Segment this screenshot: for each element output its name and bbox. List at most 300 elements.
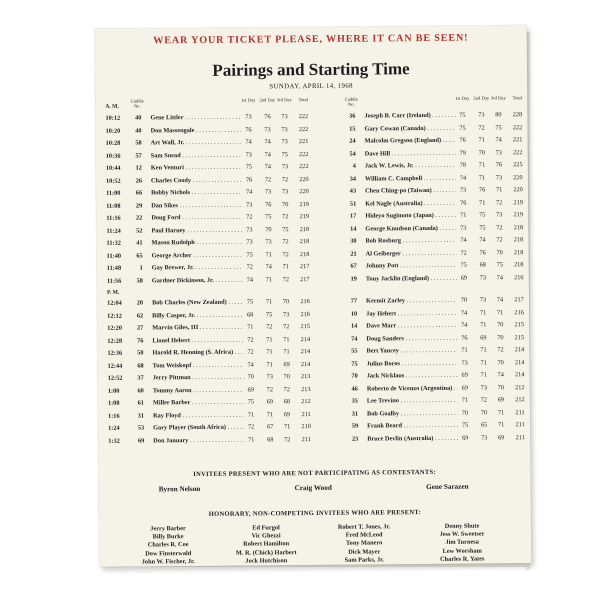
tee-time: 11:40 — [106, 252, 122, 260]
caddie-number: 22 — [135, 214, 143, 222]
total-score: 219 — [299, 200, 309, 208]
day3-score: 69 — [497, 396, 505, 404]
day1-score: 73 — [242, 238, 256, 245]
player-name: Gay Brewer, Jr. . . . — [152, 264, 250, 272]
player-name: Harold R. Henning (S. Africa) . . . — [152, 349, 250, 357]
day2-score: 70 — [265, 225, 272, 233]
day3-score: 70 — [497, 321, 504, 329]
total-score: 222 — [298, 125, 309, 133]
caddie-number: 77 — [350, 297, 358, 305]
total-score: 216 — [300, 310, 310, 318]
total-score: 212 — [301, 398, 311, 406]
day3-score: 76 — [495, 161, 503, 169]
tee-time: 11:32 — [106, 239, 121, 247]
tee-time: 1:32 — [108, 437, 120, 445]
day3-score: 71 — [497, 421, 505, 429]
pairing-row — [108, 433, 315, 447]
day3-score: 72 — [496, 223, 503, 231]
day1-score: 72 — [457, 249, 471, 256]
left-am-list — [105, 111, 314, 288]
player-name: Doug Sanders . . . — [366, 334, 464, 342]
player-name: Ray Floyd . . . — [153, 411, 251, 419]
player-name: Ken Venturi . . . — [151, 164, 249, 172]
player-name: Don Massengale . . . — [151, 126, 249, 134]
day2-score: 73 — [481, 433, 488, 442]
tee-time: 10:44 — [105, 164, 121, 172]
caddie-number: 15 — [349, 125, 356, 133]
caddie-number: 40 — [135, 114, 142, 122]
day2-score: 72 — [266, 323, 273, 331]
player-name: Gary Cowan (Canada) . . . — [365, 124, 463, 132]
honorary-name: Denny Shute — [444, 522, 480, 530]
tee-time: 11:56 — [106, 277, 122, 285]
day1-score: 69 — [244, 386, 258, 393]
honorary-name: Fred McLeod — [345, 531, 383, 539]
day2-score: 71 — [266, 360, 273, 368]
total-score: 225 — [513, 161, 523, 169]
honorary-name: Billy Burke — [152, 533, 184, 541]
player-name: Jerry Pittman . . . — [153, 374, 251, 382]
day3-score: 72 — [496, 198, 503, 206]
player-name: William C. Campbell . . . — [365, 174, 463, 182]
day1-score: 78 — [456, 162, 470, 169]
tee-time: 12:12 — [107, 312, 122, 320]
total-score: 222 — [298, 150, 309, 158]
day2-score: 73 — [264, 188, 272, 196]
day1-score: 71 — [243, 323, 257, 330]
player-name: Kermit Zarley . . . — [366, 297, 464, 305]
day2-score: 75 — [265, 213, 272, 221]
day2-score: 71 — [265, 275, 273, 283]
day3-score: 72 — [282, 238, 289, 246]
caddie-number: 37 — [137, 374, 144, 382]
total-score: 218 — [513, 261, 524, 269]
total-score: 220 — [513, 173, 523, 181]
player-name: George Archer . . . — [152, 251, 250, 259]
day1-score: 73 — [458, 359, 472, 366]
caddie-number: 36 — [349, 112, 356, 120]
honorary-name: Ed Furgol — [252, 524, 280, 532]
day3-score: 70 — [282, 298, 290, 306]
caddie-number: 75 — [351, 360, 358, 368]
caddie-number: 40 — [135, 126, 142, 135]
day1-score: 71 — [456, 212, 470, 219]
honorary-name: Jock Hutchison — [245, 557, 288, 565]
pm-label: P. M. — [106, 289, 120, 296]
day3-score: 72 — [496, 236, 503, 244]
total-score: 212 — [515, 396, 525, 404]
day2-score: 74 — [264, 163, 272, 171]
day2-score: 71 — [265, 250, 272, 258]
player-name: Jack Nicklaus . . . — [367, 372, 465, 380]
day3-score: 70 — [496, 248, 503, 256]
day1-score: 75 — [244, 398, 258, 405]
tee-time: 11:08 — [106, 202, 121, 210]
caddie-number: 30 — [350, 237, 357, 245]
tee-time: 12:44 — [107, 362, 123, 370]
day1-score: 74 — [242, 138, 256, 145]
day3-score: 73 — [282, 310, 290, 318]
caddie-number: 31 — [351, 410, 359, 418]
player-name: Bobby Nichols . . . — [151, 189, 249, 197]
tee-time: 10:52 — [105, 177, 121, 185]
day2-score: 75 — [479, 223, 486, 232]
day1-score: 73 — [456, 224, 470, 231]
caddie-number: 46 — [351, 385, 358, 393]
day2-score: 68 — [267, 435, 274, 443]
pairing-row — [322, 432, 529, 446]
day3-score: 74 — [495, 136, 502, 144]
day2-score: 71 — [478, 173, 486, 182]
day3-score: 80 — [495, 111, 502, 119]
honorary-name: Sam Parks, Jr. — [344, 556, 384, 564]
day2-score: 74 — [264, 150, 271, 158]
day2-score: 74 — [265, 263, 272, 271]
am-label: A. M. — [105, 103, 119, 110]
total-score: 215 — [514, 333, 525, 341]
day2-header: 2nd Day — [259, 97, 276, 103]
day1-score: 76 — [457, 334, 471, 341]
day2-score: 72 — [264, 175, 272, 183]
left-pm-list — [107, 296, 315, 448]
day1-score: 72 — [242, 213, 256, 220]
day2-score: 74 — [479, 236, 486, 244]
caddie-number: 43 — [349, 187, 357, 195]
day1-score: 72 — [244, 423, 258, 430]
caddie-number: 31 — [137, 411, 145, 420]
day1-score: 73 — [242, 201, 256, 208]
day3-score: 71 — [283, 423, 291, 431]
honorary-name: Robert Hamilton — [243, 540, 290, 549]
date-line: SUNDAY, APRIL 14, 1968 — [269, 82, 353, 91]
total-score: 221 — [512, 136, 523, 144]
player-name: Johnny Pott . . . — [366, 262, 464, 270]
day1-score: 73 — [242, 226, 256, 233]
day1-score: 74 — [244, 361, 258, 368]
invitees-list — [159, 483, 469, 494]
caddie-number: 12 — [135, 164, 142, 172]
tee-time: 12:52 — [107, 374, 123, 382]
pairings-sheet — [95, 25, 532, 567]
day1-score: 74 — [242, 188, 256, 195]
day3-score: 73 — [281, 188, 289, 196]
total-score: 215 — [514, 321, 525, 329]
day1-score: 74 — [457, 322, 471, 329]
tee-time: 10:28 — [105, 139, 121, 147]
honorary-name: Dow Finsterwald — [145, 549, 192, 558]
day3-score: 72 — [282, 250, 289, 258]
total-score: 217 — [299, 263, 310, 271]
caddie-number: 4 — [352, 162, 356, 170]
day2-score: 73 — [479, 296, 487, 304]
player-name: Al Geiberger . . . — [366, 249, 464, 257]
caddie-number: 27 — [136, 324, 144, 332]
total-score: 219 — [299, 213, 310, 221]
day1-score: 69 — [457, 274, 471, 281]
player-name: Jay Hebert . . . — [366, 309, 464, 317]
total-score: 217 — [514, 296, 524, 304]
total-header: Total — [512, 95, 522, 101]
day1-score: 73 — [242, 151, 256, 158]
player-name: Tom Weiskopf . . . — [153, 361, 251, 369]
total-header: Total — [298, 97, 308, 103]
total-score: 220 — [299, 175, 309, 183]
total-score: 218 — [299, 238, 310, 246]
caddie-number: 10 — [350, 310, 358, 318]
caddie-number: 23 — [351, 435, 359, 443]
day3-score: 72 — [284, 435, 291, 443]
day3-score: 70 — [497, 383, 504, 391]
day2-score: 72 — [480, 396, 488, 404]
caddie-number: 17 — [349, 212, 357, 220]
player-name: Hideyo Sugimoto (Japan) . . . — [365, 212, 463, 220]
total-score: 214 — [514, 346, 525, 354]
tee-time: 11:24 — [106, 227, 121, 235]
right-am-list — [319, 109, 528, 286]
player-name: Don January . . . — [153, 436, 251, 444]
caddie-number: 68 — [137, 361, 144, 370]
player-name: Kel Nagle (Australia) . . . — [365, 199, 463, 207]
player-name: Jack W. Lewis, Jr. . . . — [365, 162, 463, 170]
day1-score: 71 — [244, 411, 258, 418]
player-name: Gene Littler . . . — [150, 114, 248, 122]
total-score: 219 — [513, 198, 523, 206]
player-name: Paul Harney . . . — [151, 226, 249, 234]
tee-time: 11:16 — [106, 214, 121, 222]
day1-score: 72 — [243, 348, 257, 355]
day1-score: 68 — [243, 311, 257, 318]
day2-score: 69 — [266, 398, 274, 406]
caddie-number: 24 — [349, 137, 356, 145]
player-name: Bruce Devlin (Australia) . . . — [367, 434, 465, 442]
day2-score: 75 — [265, 310, 273, 318]
player-name: Dan Sikes . . . — [151, 201, 249, 209]
day2-score: 71 — [480, 358, 487, 367]
total-score: 222 — [512, 148, 523, 156]
day3-score: 72 — [282, 275, 290, 283]
day1-header: 1st Day — [241, 97, 256, 103]
day3-score: 72 — [282, 213, 289, 221]
day1-score: 75 — [457, 262, 471, 269]
day1-score: 76 — [242, 126, 256, 133]
day1-score: 74 — [457, 309, 471, 316]
caddie-number: 29 — [135, 201, 143, 210]
day2-score: 73 — [264, 125, 271, 133]
tee-time: 10:20 — [105, 127, 121, 135]
caddie-number: 62 — [136, 311, 144, 320]
left-column — [105, 93, 315, 448]
day1-score: 69 — [458, 372, 472, 379]
ticket-banner: WEAR YOUR TICKET PLEASE, WHERE IT CAN BE SEEN! — [153, 32, 469, 47]
total-score: 222 — [512, 123, 523, 131]
day1-score: 72 — [243, 336, 257, 343]
day2-score: 76 — [264, 113, 271, 121]
total-score: 218 — [299, 250, 310, 258]
day2-score: 71 — [265, 298, 273, 306]
day1-score: 76 — [242, 176, 256, 183]
day1-score: 74 — [456, 174, 470, 181]
day3-header: 3rd Day — [276, 97, 292, 103]
caddie-number: 21 — [350, 250, 357, 258]
player-name: George Knudson (Canada) . . . — [365, 224, 463, 232]
total-score: 214 — [300, 360, 311, 368]
caddie-number: 52 — [136, 226, 143, 235]
caddie-number: 14 — [350, 322, 358, 330]
tee-time: 1:08 — [107, 399, 120, 407]
honorary-name: Robert T. Jones, Jr. — [337, 523, 391, 531]
day3-score: 73 — [281, 138, 288, 146]
honorary-name: Jim Turnesa — [445, 538, 479, 547]
day3-score: 71 — [496, 308, 504, 316]
day3-score: 71 — [497, 408, 505, 416]
day1-score: 69 — [458, 434, 472, 441]
day1-score: 71 — [458, 397, 472, 404]
day1-score: 70 — [458, 409, 472, 416]
total-score: 218 — [513, 248, 524, 256]
day3-score: 70 — [497, 358, 504, 366]
caddie-number: 51 — [349, 200, 357, 208]
caddie-number: 70 — [351, 372, 358, 380]
day1-score: 75 — [455, 112, 469, 119]
caddie-header: Caddie No. — [344, 96, 358, 107]
day1-score: 79 — [456, 149, 470, 156]
caddie-number: 58 — [135, 139, 142, 147]
total-score: 218 — [513, 236, 524, 244]
total-score: 219 — [513, 211, 524, 219]
day3-score: 70 — [497, 333, 504, 341]
player-name: Charles Coody . . . — [151, 176, 249, 184]
player-name: Dave Marr . . . — [366, 322, 464, 330]
day3-score: 69 — [283, 360, 290, 368]
day1-score: 73 — [456, 187, 470, 194]
player-name: Roberto de Vicenzo (Argentina) . . . — [367, 384, 465, 392]
total-score: 211 — [515, 421, 525, 429]
day1-score: 75 — [456, 124, 470, 131]
day3-score: 69 — [498, 433, 505, 441]
player-name: Frank Beard . . . — [367, 422, 465, 430]
tee-time: 1:16 — [108, 412, 120, 420]
day2-score: 72 — [478, 123, 485, 132]
caddie-number: 61 — [137, 399, 144, 407]
day3-score: 71 — [282, 263, 289, 271]
player-name: Julius Boros . . . — [367, 359, 465, 367]
day2-score: 71 — [478, 136, 485, 144]
day2-score: 65 — [480, 421, 488, 429]
day1-score: 74 — [243, 276, 257, 283]
day3-score: 73 — [496, 211, 503, 219]
day3-score: 71 — [283, 335, 290, 343]
day2-score: 73 — [478, 111, 485, 119]
day2-score: 71 — [479, 308, 487, 317]
tee-time: 11:00 — [106, 189, 121, 197]
day2-score: 69 — [480, 333, 487, 342]
day3-score: 75 — [282, 225, 289, 233]
column-header — [319, 91, 526, 111]
day3-score: 72 — [283, 385, 290, 393]
day1-score: 74 — [456, 237, 470, 244]
caddie-number: 26 — [135, 176, 143, 185]
tee-time: 10:36 — [105, 152, 121, 160]
day2-score: 70 — [478, 148, 485, 157]
honorary-name: Lew Worsham — [442, 547, 482, 555]
caddie-number: 34 — [349, 175, 357, 183]
day1-score: 75 — [243, 251, 257, 258]
day1-header: 1st Day — [455, 95, 470, 101]
total-score: 214 — [514, 371, 525, 379]
caddie-number: 55 — [351, 347, 358, 355]
honorary-heading: HONORARY, NON-COMPETING INVITEES WHO ARE PRESENT: — [208, 509, 422, 518]
day3-score: 71 — [283, 348, 290, 356]
player-name: Doug Ford . . . — [151, 214, 249, 222]
day2-score: 71 — [480, 346, 487, 354]
day1-score: 70 — [457, 297, 471, 304]
day2-header: 2nd Day — [473, 95, 490, 101]
player-name: Miller Barber . . . — [153, 399, 251, 407]
total-score: 212 — [515, 383, 525, 391]
caddie-number: 58 — [136, 276, 143, 285]
caddie-number: 50 — [137, 349, 144, 357]
day3-score: 68 — [283, 398, 291, 406]
right-column — [319, 91, 529, 446]
total-score: 215 — [300, 323, 311, 331]
honorary-name: Charles R. Yates — [440, 555, 485, 563]
player-name: Chen Ching-po (Taiwan) . . . — [365, 187, 463, 195]
invitee-name: Byron Nelson — [158, 484, 201, 494]
honorary-list — [119, 522, 511, 566]
total-score: 211 — [301, 410, 311, 418]
day1-score: 76 — [456, 137, 470, 144]
honorary-name: M. R. (Chick) Harbert — [235, 548, 297, 557]
total-score: 210 — [301, 423, 311, 431]
day2-score: 73 — [265, 238, 272, 246]
tee-time: 12:20 — [107, 324, 123, 332]
caddie-number: 53 — [137, 424, 145, 432]
total-score: 214 — [300, 335, 311, 343]
day2-score: 74 — [264, 138, 271, 146]
honorary-name: John W. Fischer, Jr. — [141, 557, 195, 566]
total-score: 222 — [299, 163, 309, 171]
day3-score: 70 — [283, 373, 290, 381]
caddie-number: 57 — [135, 151, 142, 160]
honorary-name: Vic Ghezzi — [251, 532, 281, 540]
day3-score: 75 — [495, 123, 502, 131]
day3-score: 69 — [283, 410, 291, 418]
day2-score: 71 — [266, 410, 274, 418]
day2-score: 73 — [480, 383, 487, 392]
caddie-number: 67 — [350, 262, 357, 270]
honorary-name: Dick Mayer — [348, 548, 381, 556]
pairing-row — [321, 272, 528, 286]
caddie-number: 60 — [137, 386, 144, 395]
day1-score: 70 — [244, 373, 258, 380]
player-name: Joseph B. Carr (Ireland) . . . — [364, 112, 462, 120]
total-score: 213 — [301, 385, 311, 393]
right-pm-list — [321, 294, 529, 446]
total-score: 216 — [514, 273, 524, 281]
day1-score: 71 — [457, 347, 471, 354]
day3-score: 74 — [496, 296, 504, 304]
tee-time: 1:24 — [108, 424, 120, 432]
player-name: Tony Jacklin (England) . . . — [366, 274, 464, 282]
caddie-number: 69 — [137, 436, 145, 445]
day2-score: 71 — [480, 321, 487, 329]
day2-score: 68 — [479, 261, 486, 269]
total-score: 218 — [299, 225, 310, 233]
day3-score: 73 — [495, 173, 503, 181]
total-score: 211 — [515, 408, 525, 416]
caddie-number: 54 — [349, 150, 356, 158]
total-score: 222 — [298, 113, 309, 121]
